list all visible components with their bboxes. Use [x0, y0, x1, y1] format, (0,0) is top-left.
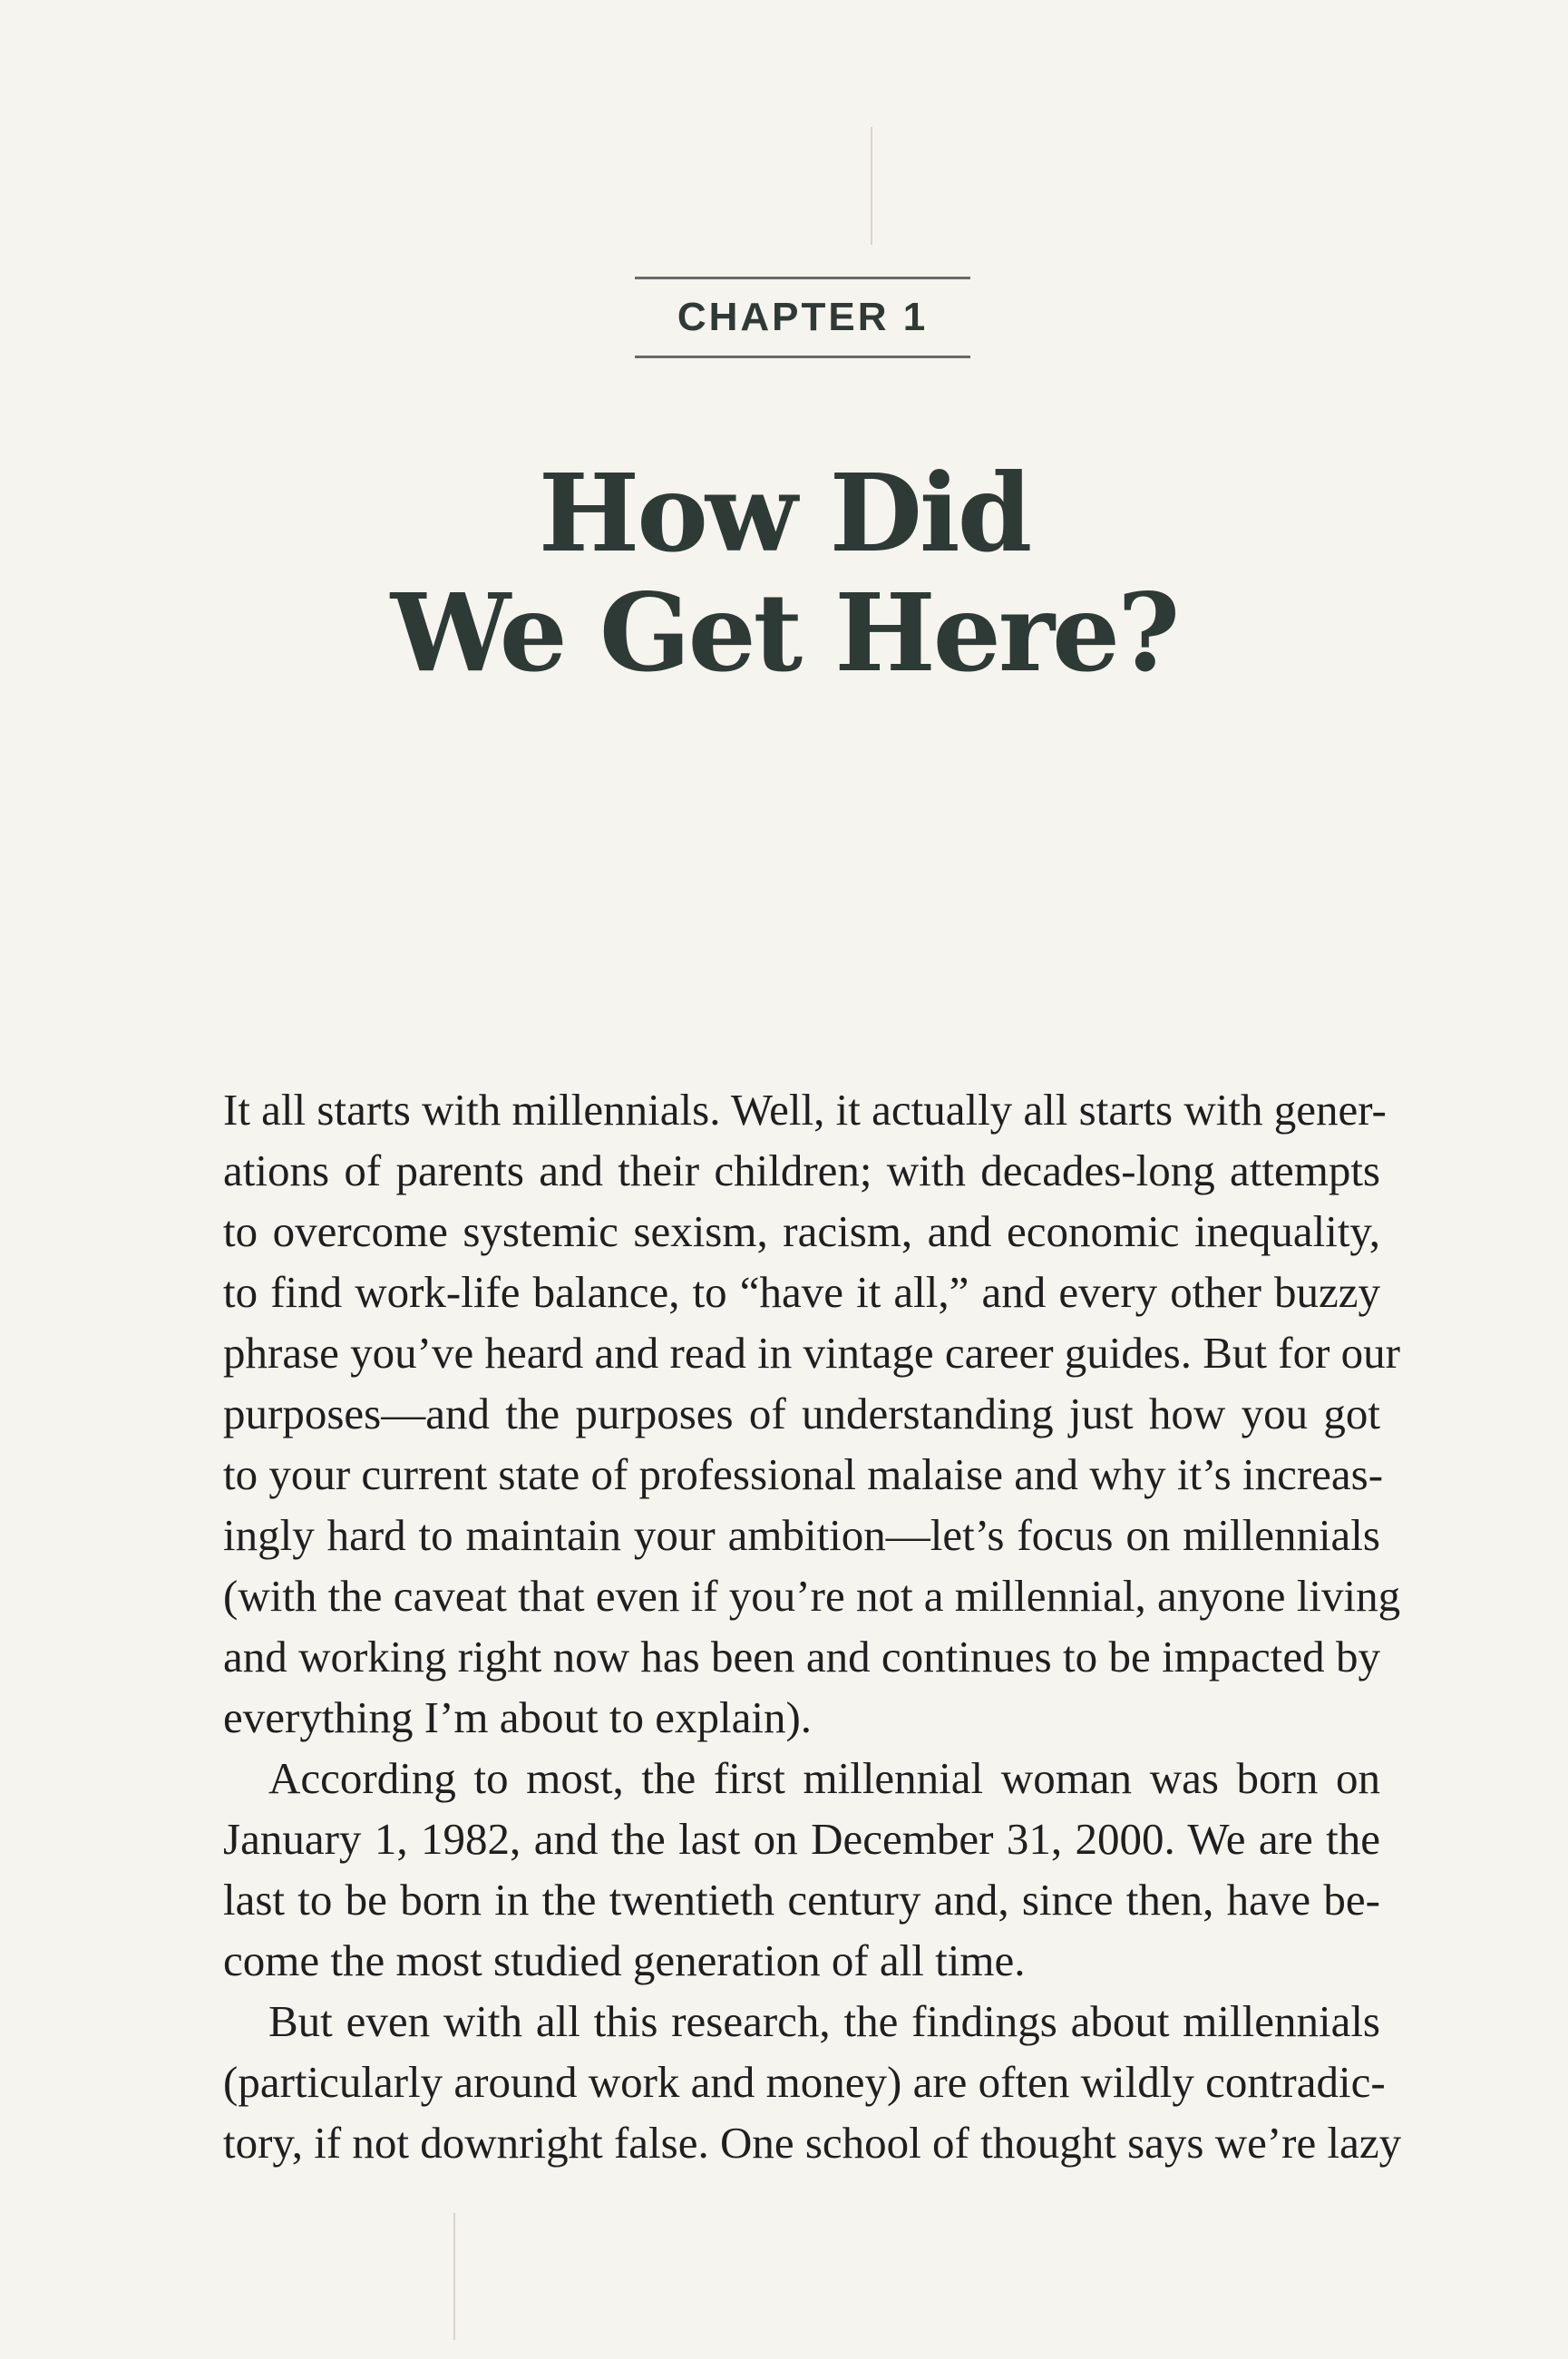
- text-line: purposes—and the purposes of understanding just how you got: [223, 1389, 1380, 1438]
- chapter-title: [0, 450, 1568, 696]
- text-line: tory, if not downright false. One school of thought says we’re lazy: [223, 2118, 1402, 2168]
- text-line: everything I’m about to explain).: [223, 1692, 813, 1742]
- chapter-title-line-2: We Get Here?: [390, 570, 1178, 696]
- chapter-label: CHAPTER 1: [635, 277, 970, 358]
- text-line: to find work-life balance, to “have it all,” and every other buzzy: [223, 1267, 1380, 1317]
- text-line: (with the caveat that even if you’re not a millennial, anyone living: [223, 1571, 1401, 1621]
- text-line: But even with all this research, the findings about millennials: [268, 1996, 1380, 2046]
- text-line: come the most studied generation of all time.: [223, 1935, 1026, 1985]
- text-line: to your current state of professional malaise and why it’s increas-: [223, 1449, 1384, 1499]
- text-line: ingly hard to maintain your ambition—let’s focus on millennials: [223, 1510, 1380, 1560]
- text-line: January 1, 1982, and the last on December 31, 2000. We are the: [223, 1814, 1380, 1864]
- scan-artifact-line: [871, 127, 872, 245]
- text-line: last to be born in the twentieth century and, since then, have be-: [223, 1875, 1380, 1925]
- text-line: ations of parents and their children; with decades-long attempts: [223, 1145, 1380, 1195]
- chapter-title-line-1: How Did: [538, 450, 1030, 576]
- text-line: According to most, the first millennial woman was born on: [268, 1753, 1380, 1803]
- scan-artifact-line: [453, 2213, 455, 2340]
- paragraph: [223, 1748, 1380, 1991]
- text-line: and working right now has been and continues to be impacted by: [223, 1632, 1380, 1682]
- body-text: [223, 1079, 1402, 2173]
- paragraph: [223, 1991, 1402, 2173]
- text-line: phrase you’ve heard and read in vintage career guides. But for our: [223, 1328, 1400, 1378]
- text-line: (particularly around work and money) are often wildly contradic-: [223, 2057, 1386, 2107]
- paragraph: [223, 1079, 1401, 1748]
- text-line: It all starts with millennials. Well, it actually all starts with gener-: [223, 1085, 1387, 1135]
- text-line: to overcome systemic sexism, racism, and economic inequality,: [223, 1206, 1380, 1256]
